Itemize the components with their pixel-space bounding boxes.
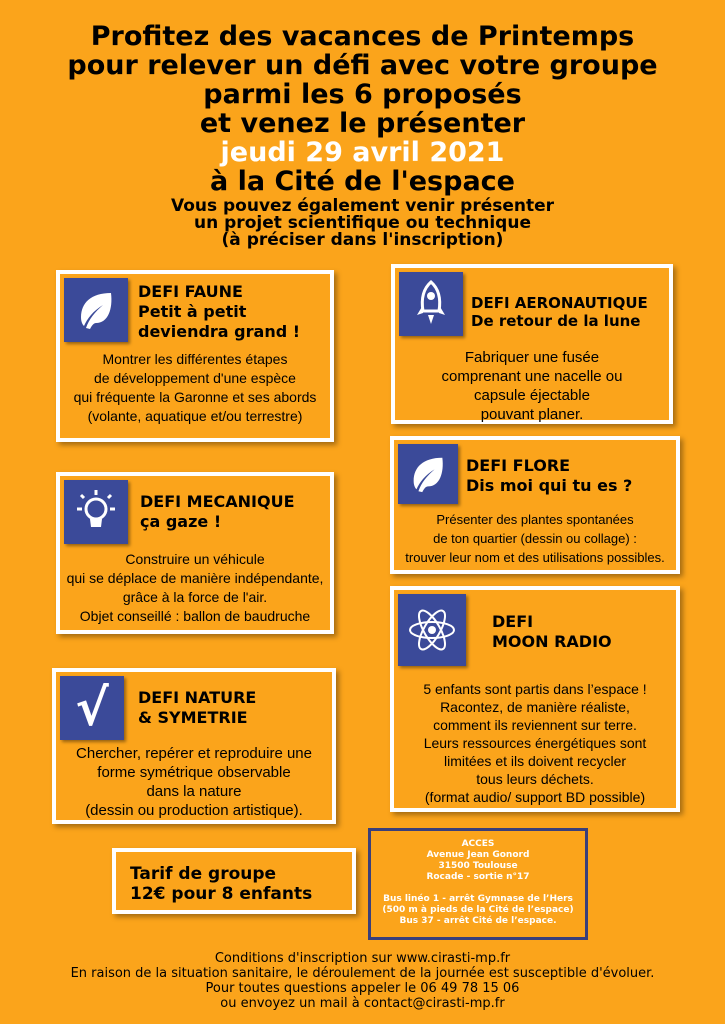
nature-title <box>138 688 256 728</box>
atom-icon <box>398 594 466 666</box>
nature-line: forme symétrique observable <box>97 764 291 781</box>
footer-phone[interactable]: Pour toutes questions appeler le 06 49 78 15 06 <box>205 981 520 996</box>
card-defi-aeronautique <box>391 264 673 424</box>
aero-line: comprenant une nacelle ou <box>441 368 623 385</box>
headline-3: parmi les 6 proposés <box>203 79 522 110</box>
subline-2: un projet scientifique ou technique <box>194 213 531 233</box>
moon-description <box>394 680 676 806</box>
faune-title-2: Petit à petit <box>138 302 247 321</box>
aero-description <box>395 348 669 424</box>
event-place: à la Cité de l'espace <box>210 166 515 197</box>
faune-line: qui fréquente la Garonne et ses abords <box>73 389 317 405</box>
meca-description <box>60 550 330 626</box>
headline-2: pour relever un défi avec votre groupe <box>67 50 658 81</box>
faune-line: (volante, aquatique et/ou terrestre) <box>87 408 303 424</box>
moon-title <box>492 612 612 652</box>
faune-title-3: deviendra grand ! <box>138 322 301 341</box>
moon-line: Racontez, de manière réaliste, <box>440 699 630 715</box>
acces-line: Avenue Jean Gonord <box>426 850 530 860</box>
meca-title-1: DEFI MECANIQUE <box>140 492 295 511</box>
aero-title <box>471 294 648 330</box>
flore-title-2: Dis moi qui tu es ? <box>466 476 633 495</box>
meca-line: qui se déplace de manière indépendante, <box>66 570 324 586</box>
lightbulb-icon <box>64 480 128 544</box>
acces-line: Bus 37 - arrêt Cité de l’espace. <box>399 916 557 926</box>
moon-line: 5 enfants sont partis dans l’espace ! <box>423 681 647 697</box>
square-root-icon: √ <box>60 676 124 740</box>
card-defi-mecanique <box>56 472 334 634</box>
faune-line: Montrer les différentes étapes <box>102 351 288 367</box>
headline-4: et venez le présenter <box>199 108 526 139</box>
card-defi-faune <box>56 270 334 442</box>
meca-line: Construire un véhicule <box>125 551 265 567</box>
subline-3: (à préciser dans l'inscription) <box>221 230 504 250</box>
faune-title-1: DEFI FAUNE <box>138 282 243 301</box>
nature-title-2: & SYMETRIE <box>138 708 248 727</box>
acces-line: 31500 Toulouse <box>438 861 518 871</box>
acces-line: ACCES <box>461 839 495 849</box>
aero-line: Fabriquer une fusée <box>464 349 600 366</box>
flore-title <box>466 456 632 496</box>
moon-line: (format audio/ support BD possible) <box>424 789 646 805</box>
flore-description <box>394 510 676 567</box>
nature-description <box>56 744 332 820</box>
header <box>0 22 725 249</box>
faune-description <box>60 350 330 426</box>
tarif-box <box>112 848 356 914</box>
meca-title-2: ça gaze ! <box>140 512 222 531</box>
leaf-icon <box>64 278 128 342</box>
acces-line: Bus linéo 1 - arrêt Gymnase de l’Hers <box>383 894 573 904</box>
rocket-icon <box>399 272 463 336</box>
faune-title <box>138 282 300 342</box>
flore-line: Présenter des plantes spontanées <box>436 512 634 527</box>
footer <box>0 951 725 1011</box>
nature-line: dans la nature <box>146 783 242 800</box>
meca-line: grâce à la force de l'air. <box>122 589 268 605</box>
event-date: jeudi 29 avril 2021 <box>220 137 505 168</box>
moon-line: comment ils reviennent sur terre. <box>433 717 637 733</box>
tarif-line-2: 12€ pour 8 enfants <box>130 884 313 904</box>
nature-title-1: DEFI NATURE <box>138 688 257 707</box>
card-defi-moon-radio <box>390 586 680 812</box>
subline-1: Vous pouvez également venir présenter <box>170 196 555 216</box>
tarif-line-1: Tarif de groupe <box>130 864 277 884</box>
footer-sanitary-notice: En raison de la situation sanitaire, le déroulement de la journée est susceptible d'évoluer. <box>70 966 655 981</box>
tarif-text <box>130 864 312 904</box>
acces-box <box>368 828 588 940</box>
aero-title-2: De retour de la lune <box>471 312 641 330</box>
flore-line: trouver leur nom et des utilisations possibles. <box>405 550 665 565</box>
footer-registration-link[interactable]: Conditions d'inscription sur www.cirasti-mp.fr <box>214 951 511 966</box>
acces-line: (500 m à pieds de la Cité de l’espace) <box>382 905 574 915</box>
card-defi-flore <box>390 436 680 574</box>
acces-spacer <box>371 883 585 894</box>
aero-title-1: DEFI AERONAUTIQUE <box>471 294 648 312</box>
moon-line: Leurs ressources énergétiques sont <box>423 735 647 751</box>
footer-email[interactable]: ou envoyez un mail à contact@cirasti-mp.fr <box>220 996 505 1011</box>
nature-line: (dessin ou production artistique). <box>85 802 303 819</box>
moon-title-2: MOON RADIO <box>492 632 612 651</box>
faune-line: de développement d'une espèce <box>94 370 296 386</box>
card-defi-nature-symetrie <box>52 668 336 824</box>
leaf-icon <box>398 444 458 504</box>
meca-title <box>140 492 295 532</box>
aero-line: pouvant planer. <box>480 406 584 423</box>
flore-line: de ton quartier (dessin ou collage) : <box>433 531 637 546</box>
flore-title-1: DEFI FLORE <box>466 456 571 475</box>
headline-1: Profitez des vacances de Printemps <box>90 21 635 52</box>
acces-line: Rocade - sortie n°17 <box>426 872 530 882</box>
aero-line: capsule éjectable <box>474 387 590 404</box>
moon-title-1: DEFI <box>492 612 534 631</box>
meca-line: Objet conseillé : ballon de baudruche <box>79 608 311 624</box>
moon-line: limitées et ils doivent recycler <box>443 753 627 769</box>
nature-line: Chercher, repérer et reproduire une <box>76 745 312 762</box>
moon-line: tous leurs déchets. <box>476 771 594 787</box>
